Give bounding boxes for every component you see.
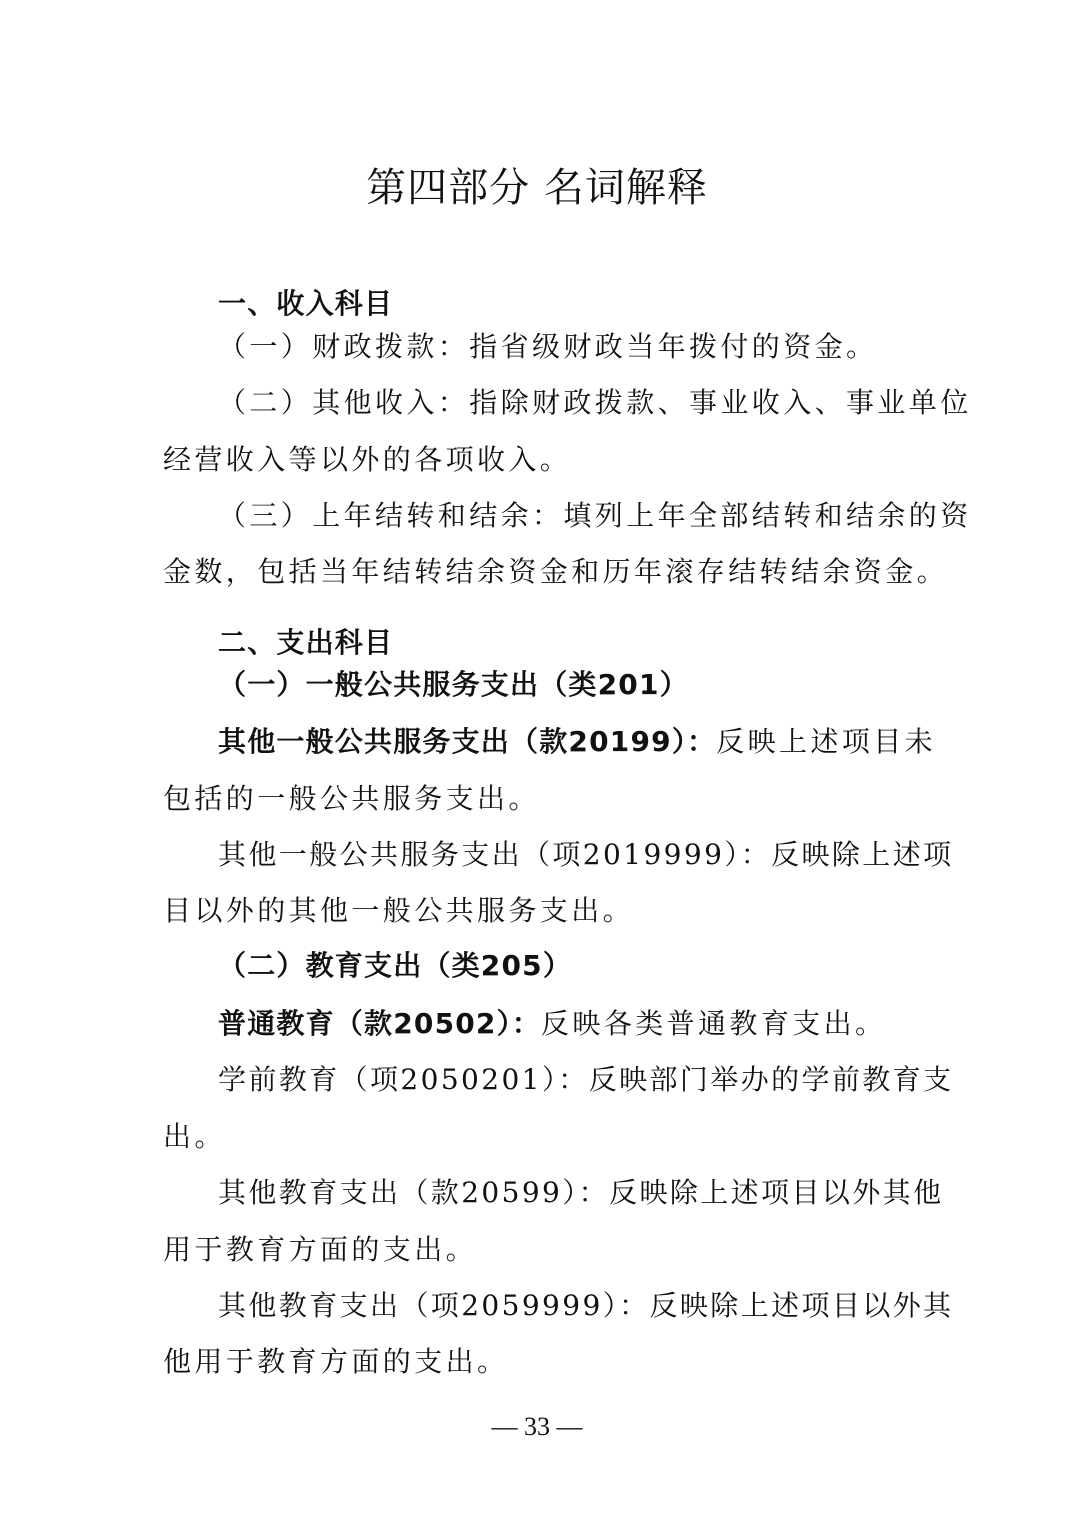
xiang-other-general-public-services-line2: 目以外的其他一般公共服务支出。	[163, 894, 635, 927]
page-number: — 33 —	[491, 1412, 583, 1441]
kuan-label: 普通教育（款20502）：	[218, 1007, 542, 1040]
xiang-other-general-public-services-line1: 其他一般公共服务支出（项2019999）：反映除上述项	[218, 838, 954, 871]
kuan-description: 反映各类普通教育支出。	[541, 1007, 887, 1040]
kuan-other-general-public-services-line2: 包括的一般公共服务支出。	[163, 782, 540, 815]
income-item-fiscal-appropriation: （一）财政拨款：指省级财政当年拨付的资金。	[218, 330, 878, 363]
kuan-general-education	[218, 1004, 886, 1044]
income-item-carryover-line2: 金数，包括当年结转结余资金和历年滚存结转结余资金。	[163, 555, 949, 588]
income-item-carryover-line1: （三）上年结转和结余：填列上年全部结转和结余的资	[218, 499, 972, 532]
page-title: 第四部分 名词解释	[366, 165, 708, 211]
xiang-other-education-line1: 其他教育支出（项2059999）：反映除上述项目以外其	[218, 1289, 954, 1322]
income-item-other-income-line2: 经营收入等以外的各项收入。	[163, 443, 572, 476]
section-heading-expenditure: 二、支出科目	[218, 626, 394, 659]
kuan-label: 其他一般公共服务支出（款20199）：	[218, 725, 717, 758]
category-general-public-services: （一）一般公共服务支出（类201）	[218, 668, 689, 701]
xiang-other-education-line2: 他用于教育方面的支出。	[163, 1345, 509, 1378]
kuan-other-education-line1: 其他教育支出（款20599）：反映除上述项目以外其他	[218, 1176, 944, 1209]
xiang-preschool-education-line2: 出。	[163, 1120, 226, 1153]
kuan-description: 反映上述项目未	[716, 725, 937, 758]
kuan-other-general-public-services-line1	[218, 722, 936, 762]
kuan-other-education-line2: 用于教育方面的支出。	[163, 1233, 478, 1266]
section-heading-income: 一、收入科目	[218, 287, 394, 320]
xiang-preschool-education-line1: 学前教育（项2050201）：反映部门举办的学前教育支	[218, 1063, 954, 1096]
category-education: （二）教育支出（类205）	[218, 949, 573, 982]
income-item-other-income-line1: （二）其他收入：指除财政拨款、事业收入、事业单位	[218, 386, 972, 419]
